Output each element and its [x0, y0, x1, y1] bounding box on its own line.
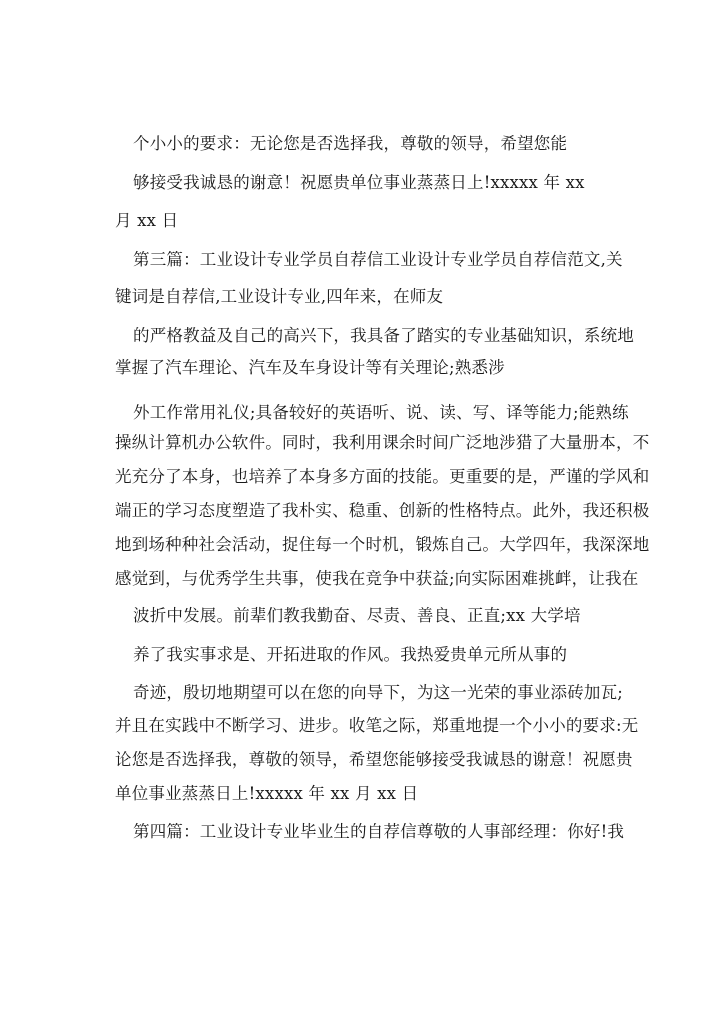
- text-line-14: 波折中发展。前辈们教我勤奋、尽责、善良、正直;xx 大学培: [133, 606, 581, 625]
- text-line-15: 养了我实事求是、开拓进取的作风。我热爱贵单元所从事的: [133, 645, 568, 664]
- text-line-9: 操纵计算机办公软件。同时，我利用课余时间广泛地涉猎了大量册本，不: [115, 433, 650, 452]
- text-line-18: 论您是否选择我，尊敬的领导，希望您能够接受我诚恳的谢意！祝愿贵: [115, 750, 633, 769]
- text-line-19: 单位事业蒸蒸日上!xxxxx 年 xx 月 xx 日: [115, 784, 419, 803]
- text-line-4: 第三篇：工业设计专业学员自荐信工业设计专业学员自荐信范文,关: [133, 250, 623, 269]
- text-line-3: 月 xx 日: [115, 211, 179, 230]
- text-line-1: 个小小的要求：无论您是否选择我，尊敬的领导，希望您能: [133, 134, 568, 153]
- text-line-2: 够接受我诚恳的谢意！祝愿贵单位事业蒸蒸日上!xxxxx 年 xx: [133, 173, 585, 192]
- text-line-5: 键词是自荐信,工业设计专业,四年来，在师友: [115, 287, 444, 306]
- text-line-10: 光充分了本身，也培养了本身多方面的技能。更重要的是，严谨的学风和: [115, 467, 650, 486]
- text-line-7: 掌握了汽车理论、汽车及车身设计等有关理论;熟悉涉: [115, 358, 505, 377]
- text-line-8: 外工作常用礼仪;具备较好的英语听、说、读、写、译等能力;能熟练: [133, 403, 629, 422]
- text-line-6: 的严格教益及自己的高兴下，我具备了踏实的专业基础知识，系统地: [133, 326, 634, 345]
- text-line-12: 地到场种种社会活动，捉住每一个时机，锻炼自己。大学四年，我深深地: [115, 535, 650, 554]
- text-line-11: 端正的学习态度塑造了我朴实、稳重、创新的性格特点。此外，我还积极: [115, 501, 650, 520]
- text-line-20: 第四篇：工业设计专业毕业生的自荐信尊敬的人事部经理：你好!我: [133, 822, 625, 841]
- text-line-17: 并且在实践中不断学习、进步。收笔之际，郑重地提一个小小的要求:无: [115, 716, 639, 735]
- text-line-16: 奇迹，殷切地期望可以在您的向导下，为这一光荣的事业添砖加瓦;: [133, 683, 624, 702]
- text-line-13: 感觉到，与优秀学生共事，使我在竞争中获益;向实际困难挑衅，让我在: [115, 569, 639, 588]
